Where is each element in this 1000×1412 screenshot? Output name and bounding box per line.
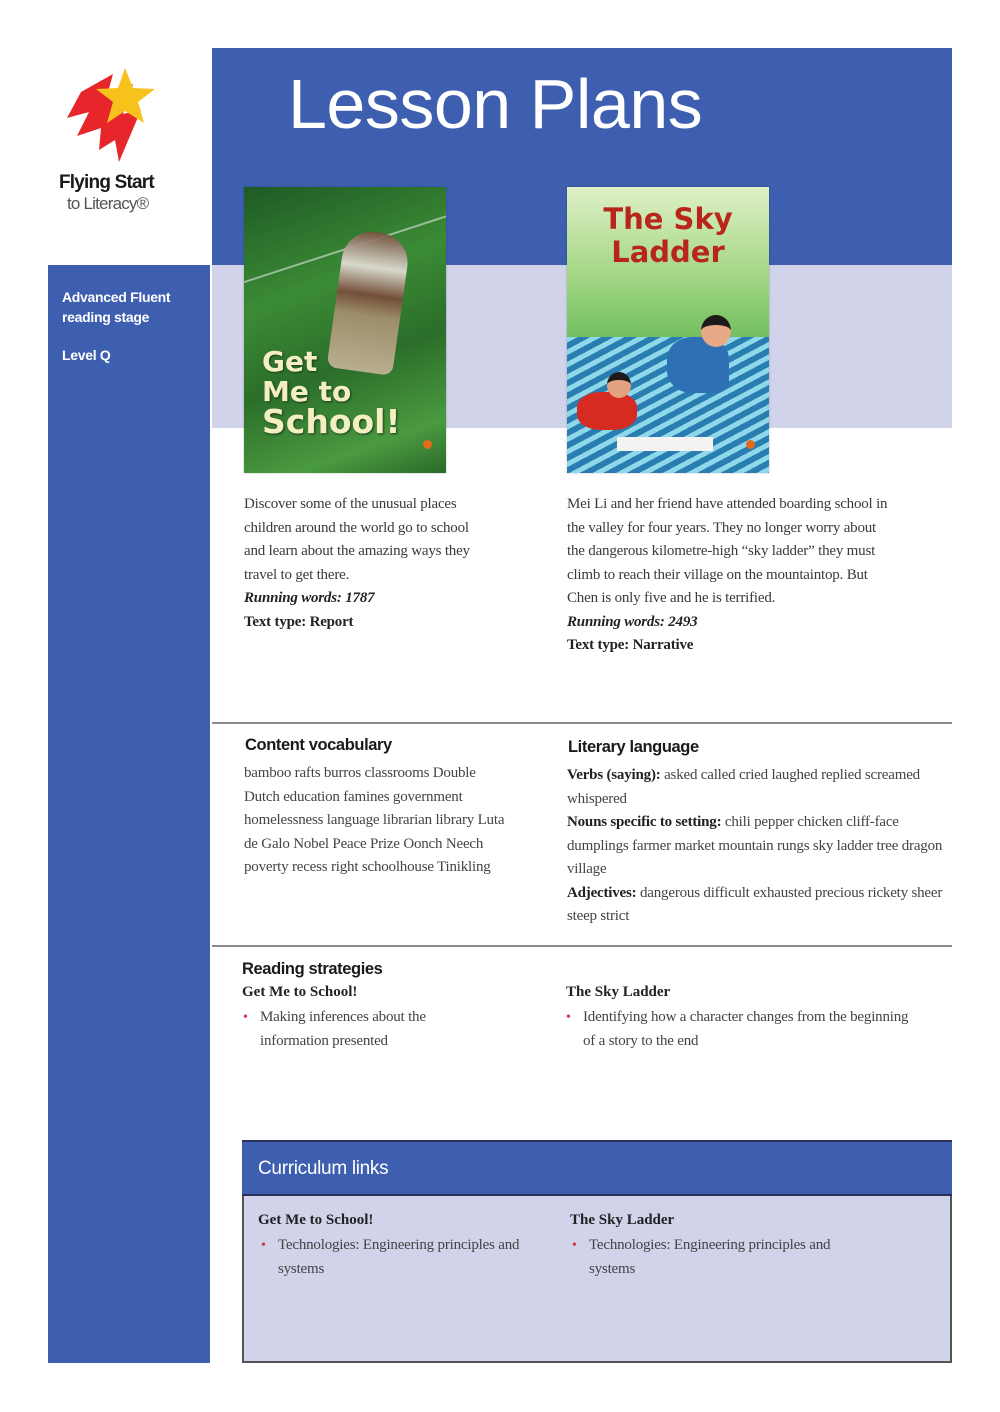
cover-title-line: Me to	[262, 375, 352, 408]
publisher-badge-icon	[423, 440, 432, 449]
blurb-text: Discover some of the unusual places children around the world go to school and learn about the amazing ways they travel to get there.	[244, 496, 470, 583]
curriculum-book-title: Get Me to School!	[258, 1212, 374, 1228]
page-title: Lesson Plans	[288, 65, 703, 143]
flying-start-logo	[55, 62, 185, 222]
strategy-text: Making inferences about the information presented	[260, 1009, 426, 1049]
book-cover-the-sky-ladder	[567, 187, 769, 473]
star-flame-icon	[63, 62, 173, 167]
logo-subtitle: to Literacy®	[67, 194, 149, 213]
curriculum-links-heading: Curriculum links	[258, 1158, 389, 1179]
content-vocabulary-words: bamboo rafts burros classrooms Double Dutch education famines government homelessness language librarian library Luta de Galo Nobel Peace Prize Oonch Neech poverty recess right schoolhouse Tinikling	[244, 765, 505, 875]
bullet-icon: •	[261, 1238, 266, 1253]
cover-title-line: The Sky	[603, 202, 733, 236]
strategy-item	[565, 1006, 915, 1053]
cover-child-head	[607, 372, 631, 398]
bullet-icon: •	[566, 1010, 571, 1025]
cover-title-line: Get	[262, 345, 318, 378]
cover-title	[262, 345, 401, 441]
curriculum-item	[571, 1234, 871, 1281]
publisher-badge-icon	[746, 440, 755, 449]
sidebar	[48, 265, 210, 1363]
literary-language-list	[567, 764, 947, 929]
curriculum-book-title: The Sky Ladder	[570, 1212, 675, 1228]
strategy-item	[242, 1006, 482, 1053]
blurb-text: Mei Li and her friend have attended boarding school in the valley for four years. They no longer worry about the dangerous kilometre-high “sky ladder” they must climb to reach their village on the mountaintop. But Chen is only five and he is terrified.	[567, 496, 888, 606]
cover-title-line: School!	[262, 402, 401, 441]
curriculum-text: Technologies: Engineering principles and systems	[278, 1237, 520, 1277]
text-type: Text type: Narrative	[567, 637, 694, 653]
literary-language-heading: Literary language	[568, 738, 699, 756]
group-words: dangerous difficult exhausted precious rickety sheer steep strict	[567, 884, 943, 924]
cover-author-label	[617, 437, 713, 451]
curriculum-links-header	[242, 1140, 952, 1196]
cover-title	[567, 203, 769, 269]
group-label: Verbs (saying):	[567, 767, 661, 783]
strategy-book-title: The Sky Ladder	[566, 984, 671, 1000]
curriculum-item	[260, 1234, 560, 1281]
book-blurb	[244, 493, 474, 634]
cover-title-line: Ladder	[611, 235, 725, 269]
group-words: asked called cried laughed replied screamed whispered	[567, 767, 920, 807]
strategy-text: Identifying how a character changes from the beginning of a story to the end	[583, 1009, 909, 1049]
strategy-book-title: Get Me to School!	[242, 984, 358, 1000]
bullet-icon: •	[243, 1010, 248, 1025]
logo-name: Flying Start	[59, 172, 154, 193]
content-vocabulary-heading: Content vocabulary	[245, 736, 392, 754]
cover-child-head	[701, 315, 731, 347]
group-words: chili pepper chicken cliff-face dumplings farmer market mountain rungs sky ladder tree dragon village	[567, 814, 943, 877]
cover-child	[577, 392, 637, 430]
book-cover-get-me-to-school	[244, 187, 446, 473]
group-label: Adjectives:	[567, 884, 637, 901]
reading-stage-label: Advanced Fluent reading stage	[62, 289, 171, 325]
bullet-icon: •	[572, 1238, 577, 1253]
text-type: Text type: Report	[244, 613, 354, 630]
running-words: Running words: 1787	[244, 590, 375, 606]
curriculum-text: Technologies: Engineering principles and systems	[589, 1237, 831, 1277]
section-divider	[212, 945, 952, 947]
book-blurb	[567, 493, 897, 658]
reading-strategies-heading: Reading strategies	[242, 960, 383, 978]
group-label: Nouns specific to setting:	[567, 814, 722, 830]
level-label: Level Q	[62, 347, 111, 363]
running-words: Running words: 2493	[567, 613, 698, 630]
section-divider	[212, 722, 952, 724]
curriculum-links-box	[242, 1140, 952, 1363]
